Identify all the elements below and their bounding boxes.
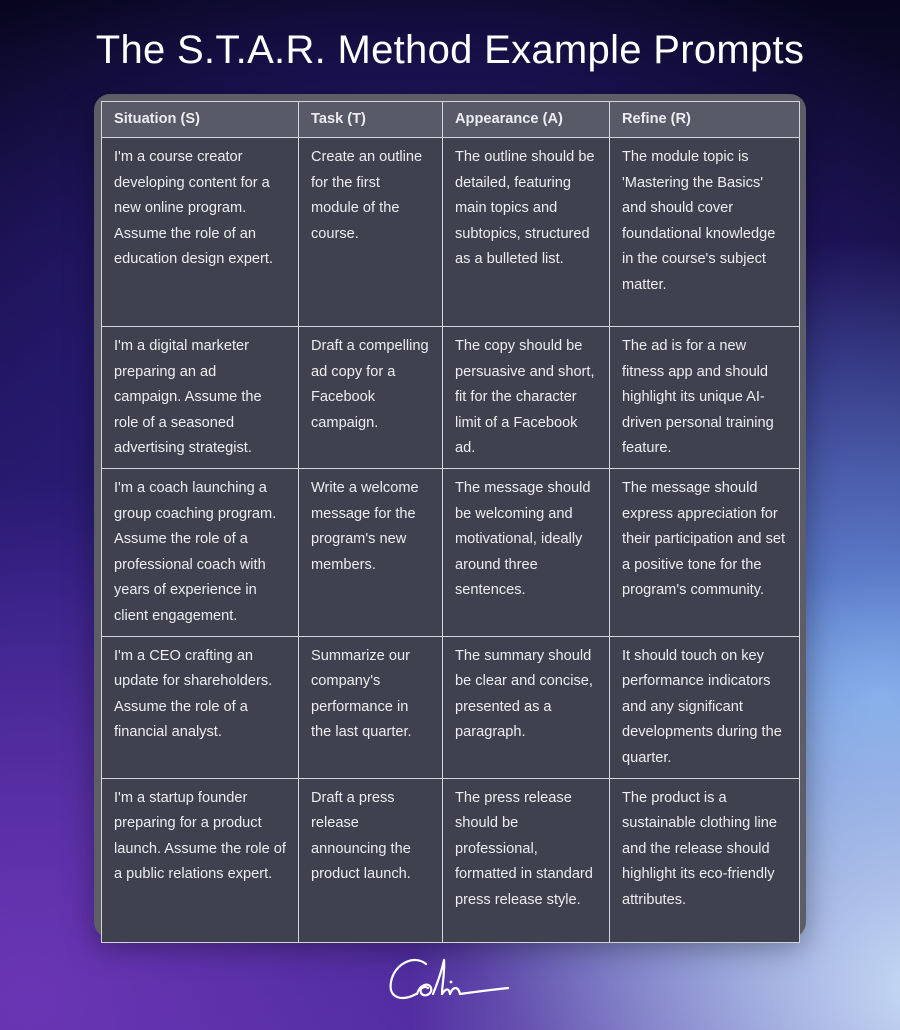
table-row — [102, 138, 800, 327]
cell-task: Draft a press release announcing the product launch. — [299, 778, 443, 942]
cell-appearance: The copy should be persuasive and short, fit for the character limit of a Facebook ad. — [443, 327, 610, 469]
star-method-table — [101, 101, 800, 943]
cell-task: Write a welcome message for the program's new members. — [299, 468, 443, 636]
table-row — [102, 778, 800, 942]
column-header-refine: Refine (R) — [610, 102, 800, 138]
cell-refine: The message should express appreciation for their participation and set a positive tone for the program's community. — [610, 468, 800, 636]
cell-refine: The product is a sustainable clothing line and the release should highlight its eco-friendly attributes. — [610, 778, 800, 942]
cell-refine: The ad is for a new fitness app and should highlight its unique AI-driven personal training feature. — [610, 327, 800, 469]
cell-task: Draft a compelling ad copy for a Facebook campaign. — [299, 327, 443, 469]
cell-appearance: The message should be welcoming and motivational, ideally around three sentences. — [443, 468, 610, 636]
column-header-appearance: Appearance (A) — [443, 102, 610, 138]
signature-logo — [386, 952, 516, 1010]
table-header-row — [102, 102, 800, 138]
cell-refine: It should touch on key performance indicators and any significant developments during the quarter. — [610, 636, 800, 778]
cell-appearance: The summary should be clear and concise, presented as a paragraph. — [443, 636, 610, 778]
column-header-task: Task (T) — [299, 102, 443, 138]
cell-task: Create an outline for the first module of the course. — [299, 138, 443, 327]
table-row — [102, 327, 800, 469]
cell-situation: I'm a digital marketer preparing an ad campaign. Assume the role of a seasoned advertising strategist. — [102, 327, 299, 469]
cell-task: Summarize our company's performance in the last quarter. — [299, 636, 443, 778]
page-title: The S.T.A.R. Method Example Prompts — [95, 28, 805, 72]
column-header-situation: Situation (S) — [102, 102, 299, 138]
cell-situation: I'm a coach launching a group coaching program. Assume the role of a professional coach with years of experience in client engagement. — [102, 468, 299, 636]
table-row — [102, 468, 800, 636]
cell-situation: I'm a startup founder preparing for a product launch. Assume the role of a public relations expert. — [102, 778, 299, 942]
cell-appearance: The press release should be professional, formatted in standard press release style. — [443, 778, 610, 942]
cell-situation: I'm a CEO crafting an update for shareholders. Assume the role of a financial analyst. — [102, 636, 299, 778]
cell-situation: I'm a course creator developing content for a new online program. Assume the role of an education design expert. — [102, 138, 299, 327]
table-card — [94, 94, 806, 938]
table-row — [102, 636, 800, 778]
cell-appearance: The outline should be detailed, featuring main topics and subtopics, structured as a bulleted list. — [443, 138, 610, 327]
cell-refine: The module topic is 'Mastering the Basics' and should cover foundational knowledge in the course's subject matter. — [610, 138, 800, 327]
